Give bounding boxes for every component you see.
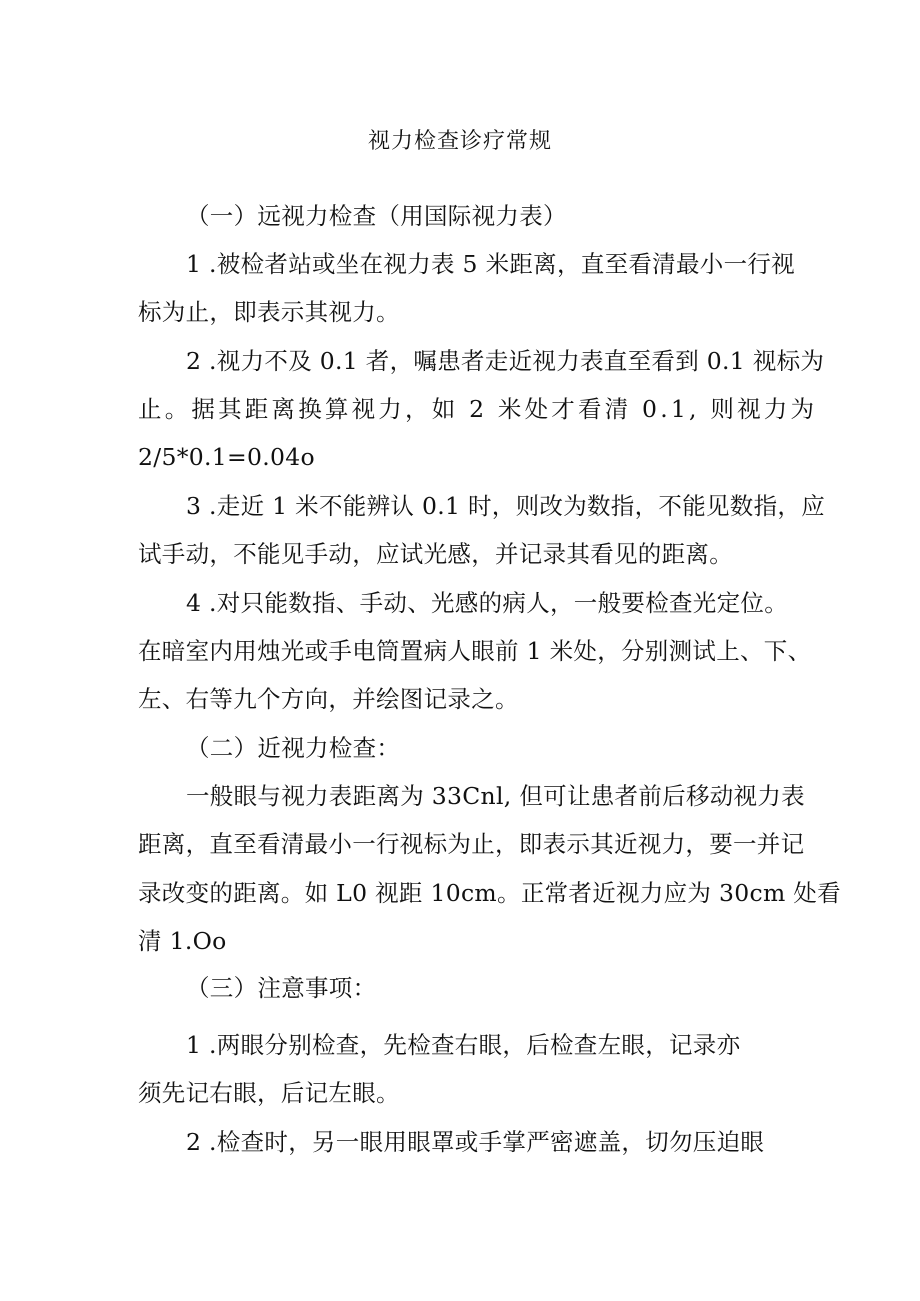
document-title: 视力检查诊疗常规 xyxy=(367,129,552,154)
paragraph-line: 录改变的距离。如 L0 视距 10cm。正常者近视力应为 30cm 处看 xyxy=(138,879,841,907)
paragraph-line: 距离，直至看清最小一行视标为止，即表示其近视力，要一并记 xyxy=(138,830,805,858)
paragraph-line: 1 .两眼分别检查，先检查右眼，后检查左眼，记录亦 xyxy=(186,1031,741,1059)
paragraph-line: 试手动，不能见手动，应试光感，并记录其看见的距离。 xyxy=(138,540,733,568)
section-heading-near-vision: （二）近视力检查： xyxy=(186,734,401,762)
paragraph-line: 2 .检查时，另一眼用眼罩或手掌严密遮盖，切勿压迫眼 xyxy=(186,1128,765,1156)
paragraph-line: 左、右等九个方向，并绘图记录之。 xyxy=(138,685,519,713)
section-heading-distance-vision: （一）远视力检查（用国际视力表） xyxy=(186,202,567,230)
paragraph-line: 1 .被检者站或坐在视力表 5 米距离，直至看清最小一行视 xyxy=(186,250,795,278)
paragraph-line: 清 1.Oo xyxy=(138,927,227,955)
paragraph-line: 在暗室内用烛光或手电筒置病人眼前 1 米处，分别测试上、下、 xyxy=(138,637,812,665)
paragraph-line: 一般眼与视力表距离为 33Cnl, 但可让患者前后移动视力表 xyxy=(186,782,805,810)
paragraph-line: 标为止，即表示其视力。 xyxy=(138,298,400,326)
paragraph-line: 止。据其距离换算视力，如 2 米处才看清 0.1, 则视力为 xyxy=(138,395,818,423)
paragraph-line: 2/5*0.1=0.04o xyxy=(138,443,316,471)
section-heading-notes: （三）注意事项： xyxy=(186,974,377,1002)
paragraph-line: 2 .视力不及 0.1 者，嘱患者走近视力表直至看到 0.1 视标为 xyxy=(186,347,825,375)
paragraph-line: 4 .对只能数指、手动、光感的病人，一般要检查光定位。 xyxy=(186,589,788,617)
paragraph-line: 须先记右眼，后记左眼。 xyxy=(138,1079,400,1107)
paragraph-line: 3 .走近 1 米不能辨认 0.1 时，则改为数指，不能见数指，应 xyxy=(186,492,825,520)
